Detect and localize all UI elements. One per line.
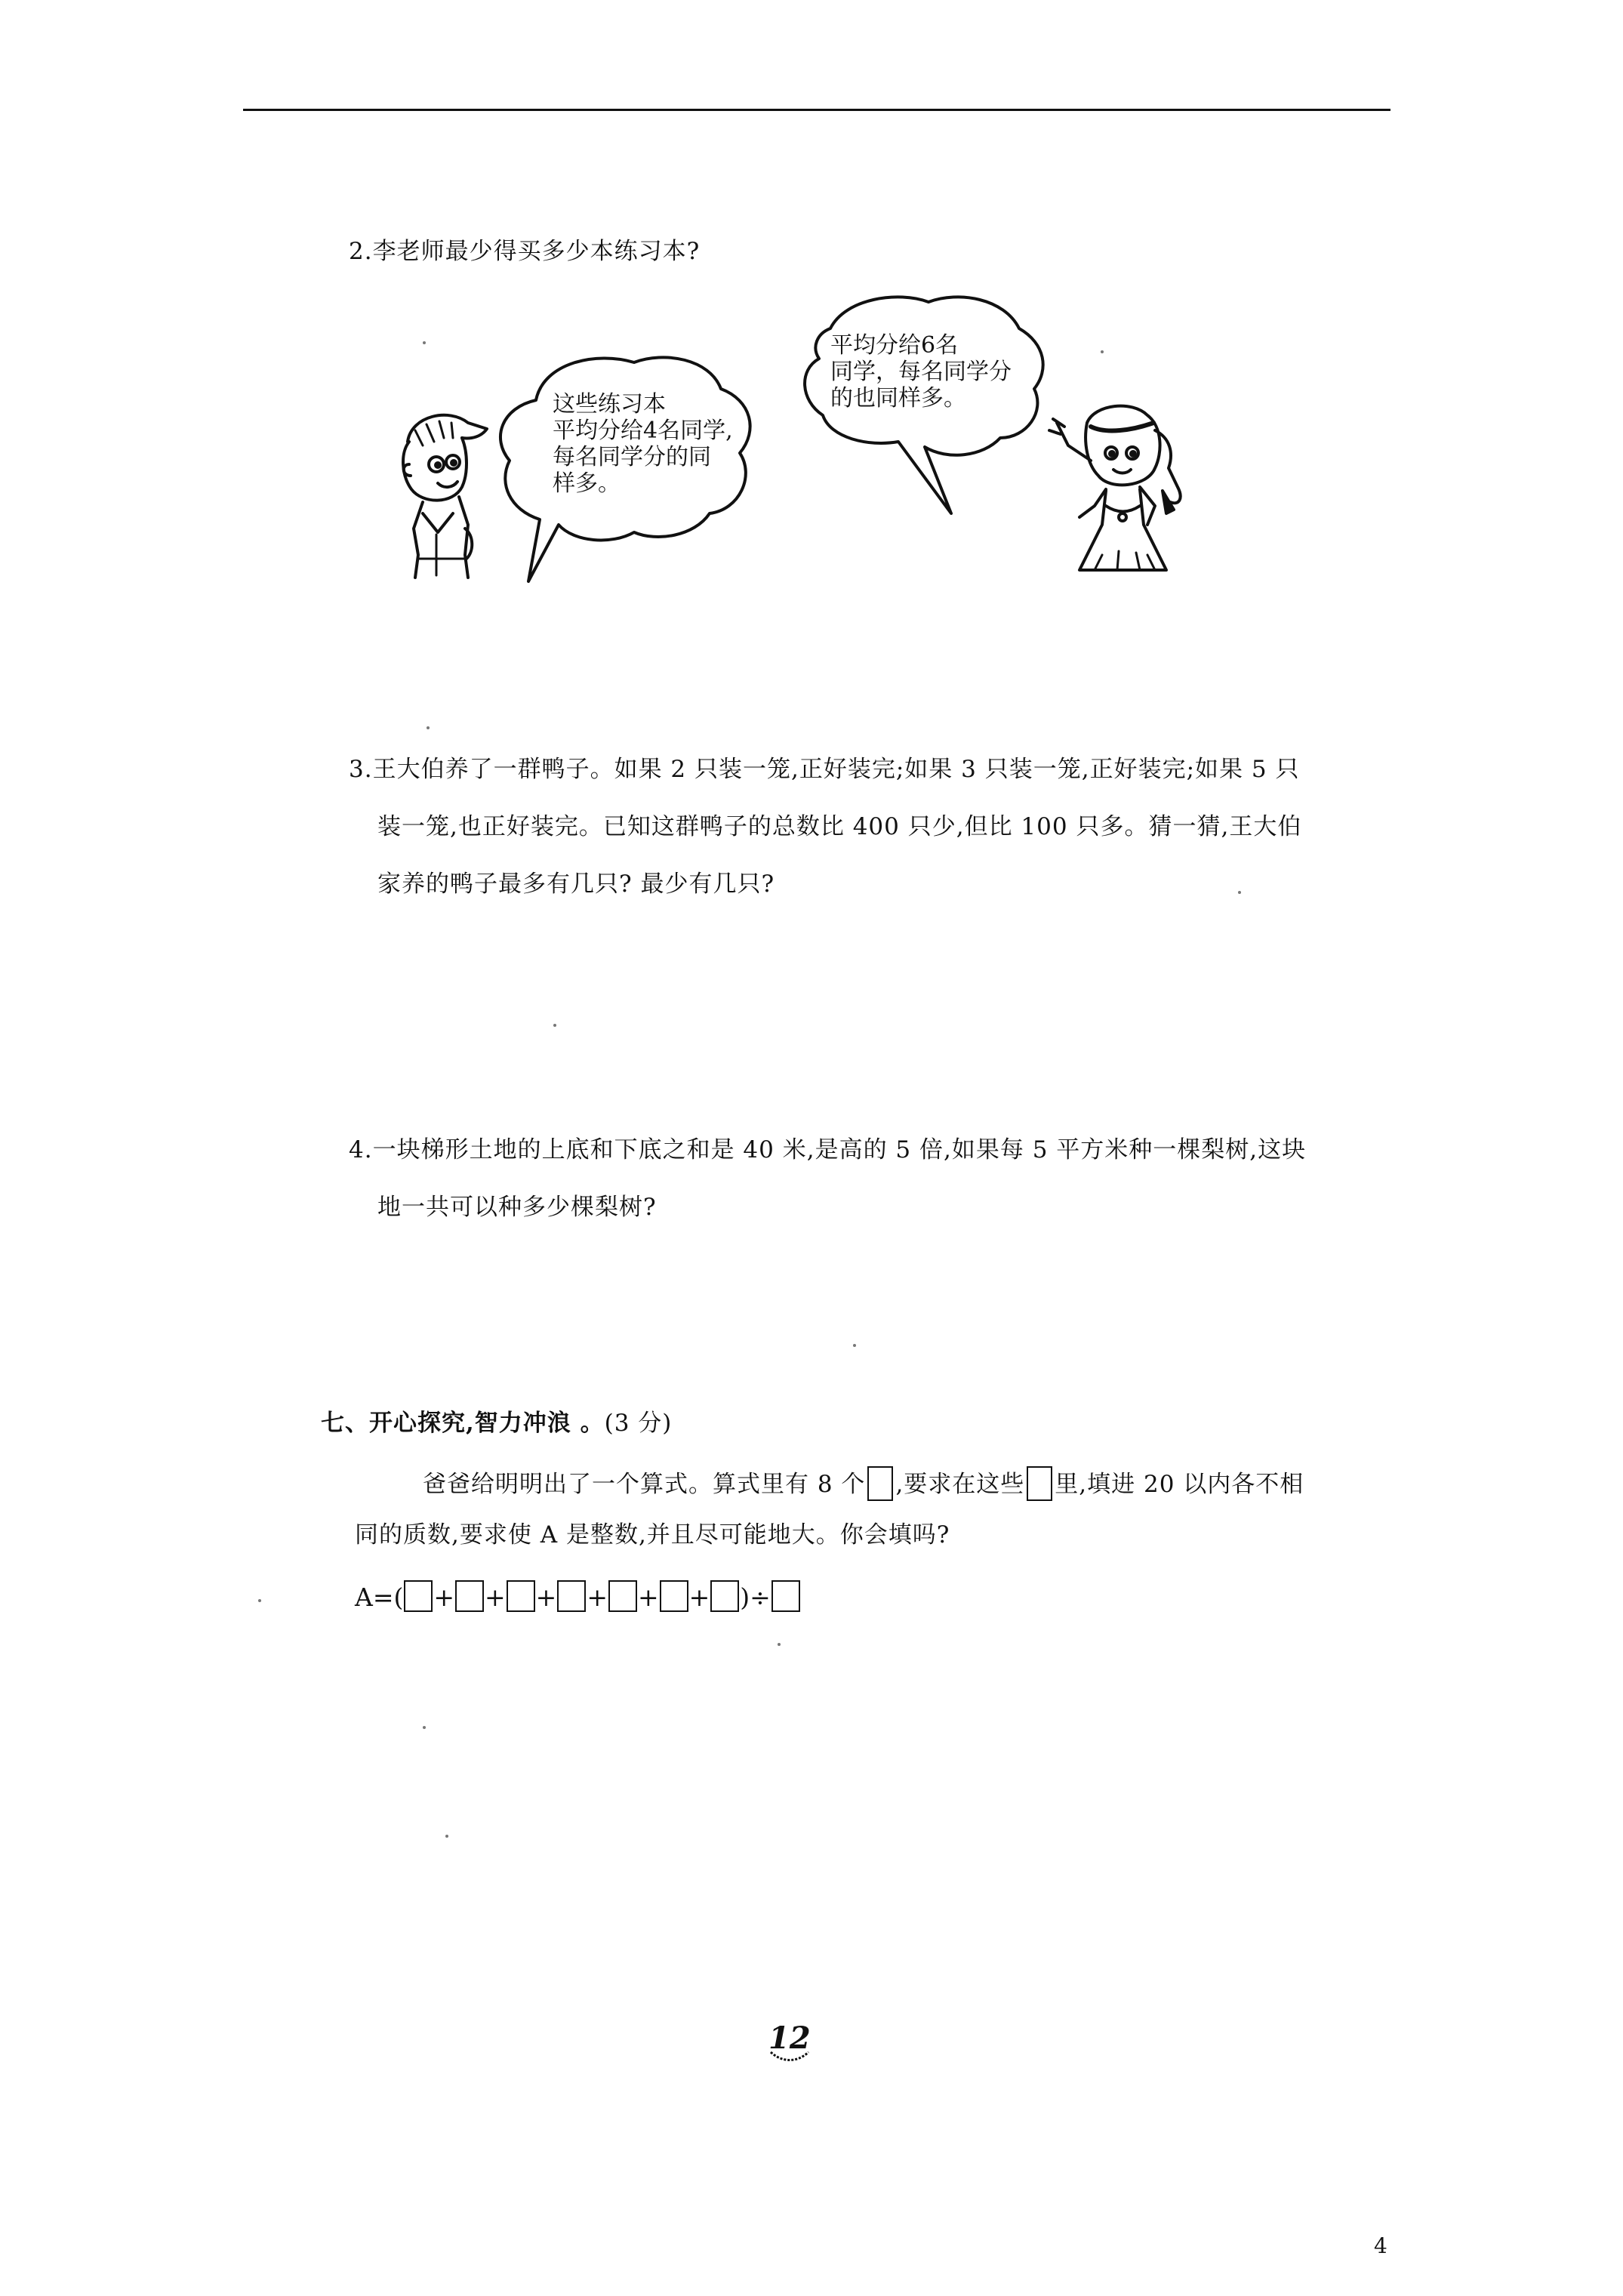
section-7-line-2: 同的质数,要求使 A 是整数,并且尽可能地大。你会填吗? <box>355 1521 950 1549</box>
blank-box-icon <box>1027 1466 1052 1501</box>
formula-answer-box[interactable] <box>404 1580 433 1612</box>
section-7-title: 七、开心探究,智力冲浪 。 <box>321 1410 605 1437</box>
top-rule <box>243 109 1390 111</box>
close-paren: ) <box>740 1583 750 1612</box>
scan-speck <box>778 1643 781 1646</box>
question-3-line: 3.王大伯养了一群鸭子。如果 2 只装一笼,正好装完;如果 3 只装一笼,正好装完;如果 5 只 <box>349 756 1300 783</box>
section-7-heading <box>321 1412 672 1435</box>
section-7-text: 爸爸给明明出了一个算式。算式里有 8 个 <box>423 1471 866 1498</box>
bubble-line: 样多。 <box>553 470 621 497</box>
bubble-line: 平均分给6名 <box>830 332 959 359</box>
formula-answer-box[interactable] <box>660 1580 688 1612</box>
blank-box-icon <box>867 1466 893 1501</box>
section-7-text: ,要求在这些 <box>895 1471 1025 1498</box>
girl-cartoon-illustration <box>1034 393 1200 581</box>
section-7-text: 里,填进 20 以内各不相 <box>1055 1471 1304 1498</box>
plus-sign: + <box>485 1583 506 1612</box>
question-3-line: 家养的鸭子最多有几只? 最少有几只? <box>377 871 775 898</box>
page-mark-ornament-icon <box>767 2049 812 2064</box>
scan-speck <box>445 1835 448 1838</box>
plus-sign: + <box>637 1583 659 1612</box>
plus-sign: + <box>433 1583 455 1612</box>
question-2: 2.李老师最少得买多少本练习本? <box>349 238 701 265</box>
question-3-line: 装一笼,也正好装完。已知这群鸭子的总数比 400 只少,但比 100 只多。猜一猜,王大伯 <box>377 813 1302 840</box>
plus-sign: + <box>587 1583 608 1612</box>
bubble-line: 同学，每名同学分 <box>830 359 1012 385</box>
section-7-line-1 <box>423 1466 1304 1501</box>
book-page-mark: 12 <box>768 2020 811 2056</box>
section-7-points: (3 分) <box>604 1410 673 1437</box>
formula-answer-box[interactable] <box>771 1580 800 1612</box>
scan-speck <box>258 1599 261 1602</box>
bubble-line: 每名同学分的同 <box>553 444 711 470</box>
scan-speck <box>553 1024 556 1027</box>
boy-bubble-text <box>553 391 733 497</box>
formula-answer-box[interactable] <box>608 1580 637 1612</box>
question-4-line: 地一共可以种多少棵梨树? <box>377 1194 657 1221</box>
formula-answer-box[interactable] <box>710 1580 739 1612</box>
scan-speck <box>427 726 430 729</box>
plus-sign: + <box>535 1583 557 1612</box>
formula-answer-box[interactable] <box>557 1580 586 1612</box>
formula-answer-box[interactable] <box>507 1580 535 1612</box>
bubble-line: 这些练习本 <box>553 391 666 418</box>
boy-cartoon-illustration <box>393 400 491 581</box>
formula-answer-box[interactable] <box>455 1580 484 1612</box>
prime-formula <box>355 1579 801 1616</box>
plus-sign: + <box>688 1583 710 1612</box>
bubble-line: 的也同样多。 <box>830 385 966 411</box>
scan-speck <box>423 341 426 344</box>
bubble-line: 平均分给4名同学, <box>553 418 733 444</box>
page-number: 4 <box>1374 2233 1387 2258</box>
formula-prefix: A=( <box>355 1583 404 1612</box>
question-4-line: 4.一块梯形土地的上底和下底之和是 40 米,是高的 5 倍,如果每 5 平方米种一棵梨树,这块 <box>349 1136 1307 1163</box>
divide-sign: ÷ <box>750 1583 771 1612</box>
scan-speck <box>423 1726 426 1729</box>
scan-speck <box>853 1344 856 1347</box>
scan-speck <box>1101 350 1104 353</box>
girl-bubble-text <box>830 332 1012 411</box>
scan-speck <box>1238 891 1241 894</box>
